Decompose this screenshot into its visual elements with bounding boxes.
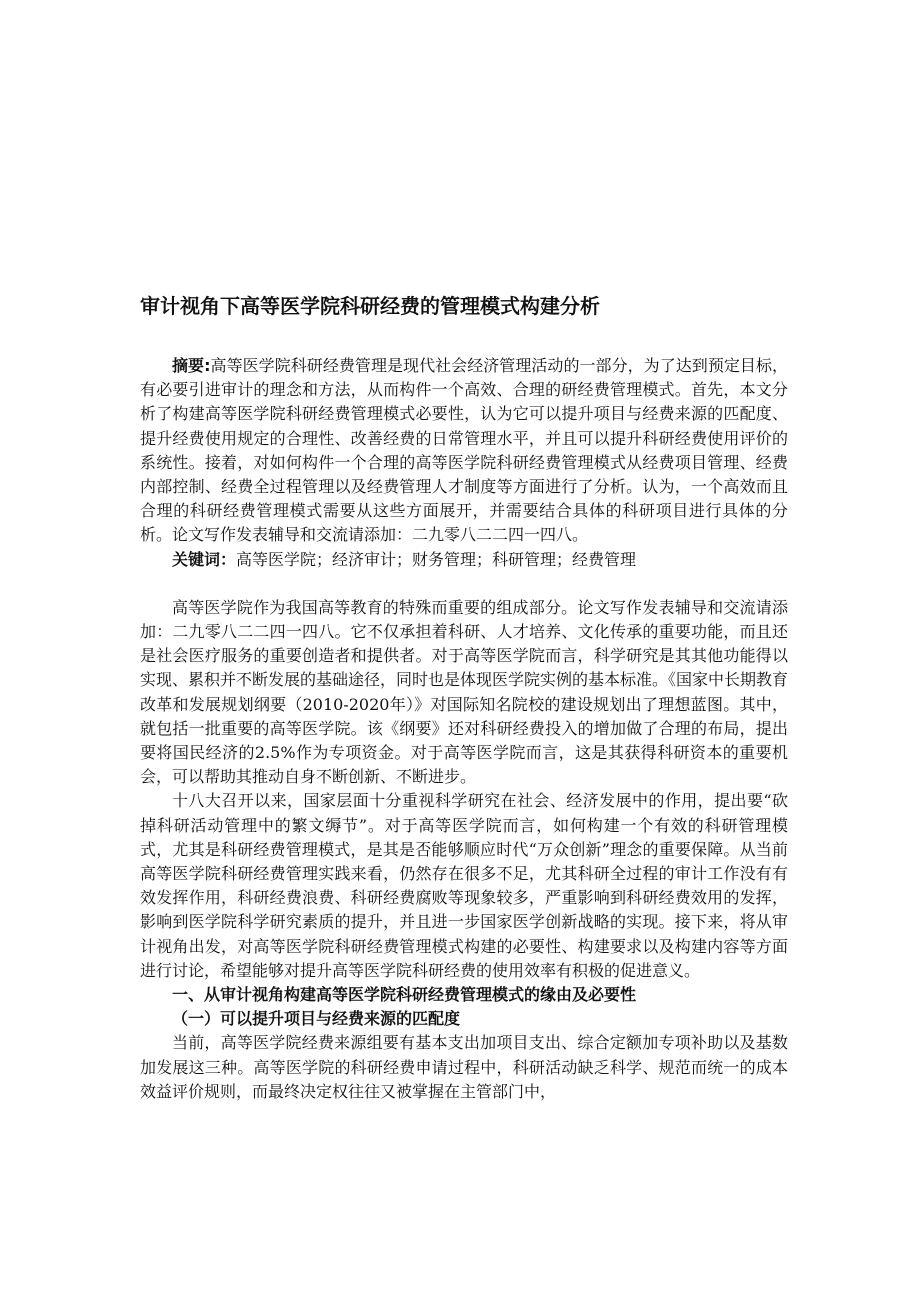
section-gap <box>140 572 788 596</box>
body-paragraph-2: 十八大召开以来，国家层面十分重视科学研究在社会、经济发展中的作用，提出要“砍掉科研活动管理中的繁文缛节”。对于高等医学院而言，如何构建一个有效的科研管理模式，尤其是科研经费管理模式，是其是否能够顺应时代“万众创新”理念的重要保障。从当前高等医学院科研经费管理实践来看，仍然存在很多不足，尤其科研全过程的审计工作没有有效发挥作用，科研经费浪费、科研经费腐败等现象较多，严重影响到科研经费效用的发挥，影响到医学院科学研究素质的提升，并且进一步国家医学创新战略的实现。接下来，将从审计视角出发，对高等医学院科研经费管理模式构建的必要性、构建要求以及构建内容等方面进行讨论，希望能够对提升高等医学院科研经费的使用效率有积极的促进意义。 <box>140 791 788 980</box>
section-heading-1: 一、从审计视角构建高等医学院科研经费管理模式的缘由及必要性 <box>172 985 637 1005</box>
page-title: 审计视角下高等医学院科研经费的管理模式构建分析 <box>140 294 600 318</box>
body-paragraph-3: 当前，高等医学院经费来源组要有基本支出加项目支出、综合定额加专项补助以及基数加发展这三种。高等医学院的科研经费申请过程中，科研活动缺乏科学、规范而统一的成本效益评价规则，而最终决定权往往又被掌握在主管部门中， <box>140 1033 788 1101</box>
keywords-text: 高等医学院；经济审计；财务管理；科研管理；经费管理 <box>236 549 637 569</box>
keywords-paragraph <box>140 548 788 572</box>
abstract-text: 高等医学院科研经费管理是现代社会经济管理活动的一部分，为了达到预定目标，有必要引进审计的理念和方法，从而构件一个高效、合理的研经费管理模式。首先，本文分析了构建高等医学院科研经费管理模式必要性，认为它可以提升项目与经费来源的匹配度、提升经费使用规定的合理性、改善经费的日常管理水平，并且可以提升科研经费使用评价的系统性。接着，对如何构件一个合理的高等医学院科研经费管理模式从经费项目管理、经费内部控制、经费全过程管理以及经费管理人才制度等方面进行了分析。认为，一个高效而且合理的科研经费管理模式需要从这些方面展开，并需要结合具体的科研项目进行具体的分析。论文写作发表辅导和交流请添加：二九零八二二四一四八。 <box>140 356 788 545</box>
abstract-paragraph <box>140 354 788 548</box>
subsection-heading-1: （一）可以提升项目与经费来源的匹配度 <box>172 1009 461 1029</box>
abstract-section <box>140 354 788 572</box>
body-paragraph-1: 高等医学院作为我国高等教育的特殊而重要的组成部分。论文写作发表辅导和交流请添加：二九零八二二四一四八。它不仅承担着科研、人才培养、文化传承的重要功能，而且还是社会医疗服务的重要创造者和提供者。对于高等医学院而言，科学研究是其其他功能得以实现、累积并不断发展的基础途径，同时也是体现医学院实例的基本标准。《国家中长期教育改革和发展规划纲要（2010-2020年）》对国际知名院校的建设规划出了理想蓝图。其中，就包括一批重要的高等医学院。该《纲要》还对科研经费投入的增加做了合理的布局，提出要将国民经济的2.5%作为专项资金。对于高等医学院而言，这是其获得科研资本的重要机会，可以帮助其推动自身不断创新、不断进步。 <box>140 597 789 787</box>
document-content <box>140 292 788 1104</box>
abstract-label: 摘要: <box>172 356 211 375</box>
keywords-label: 关键词： <box>172 549 237 569</box>
